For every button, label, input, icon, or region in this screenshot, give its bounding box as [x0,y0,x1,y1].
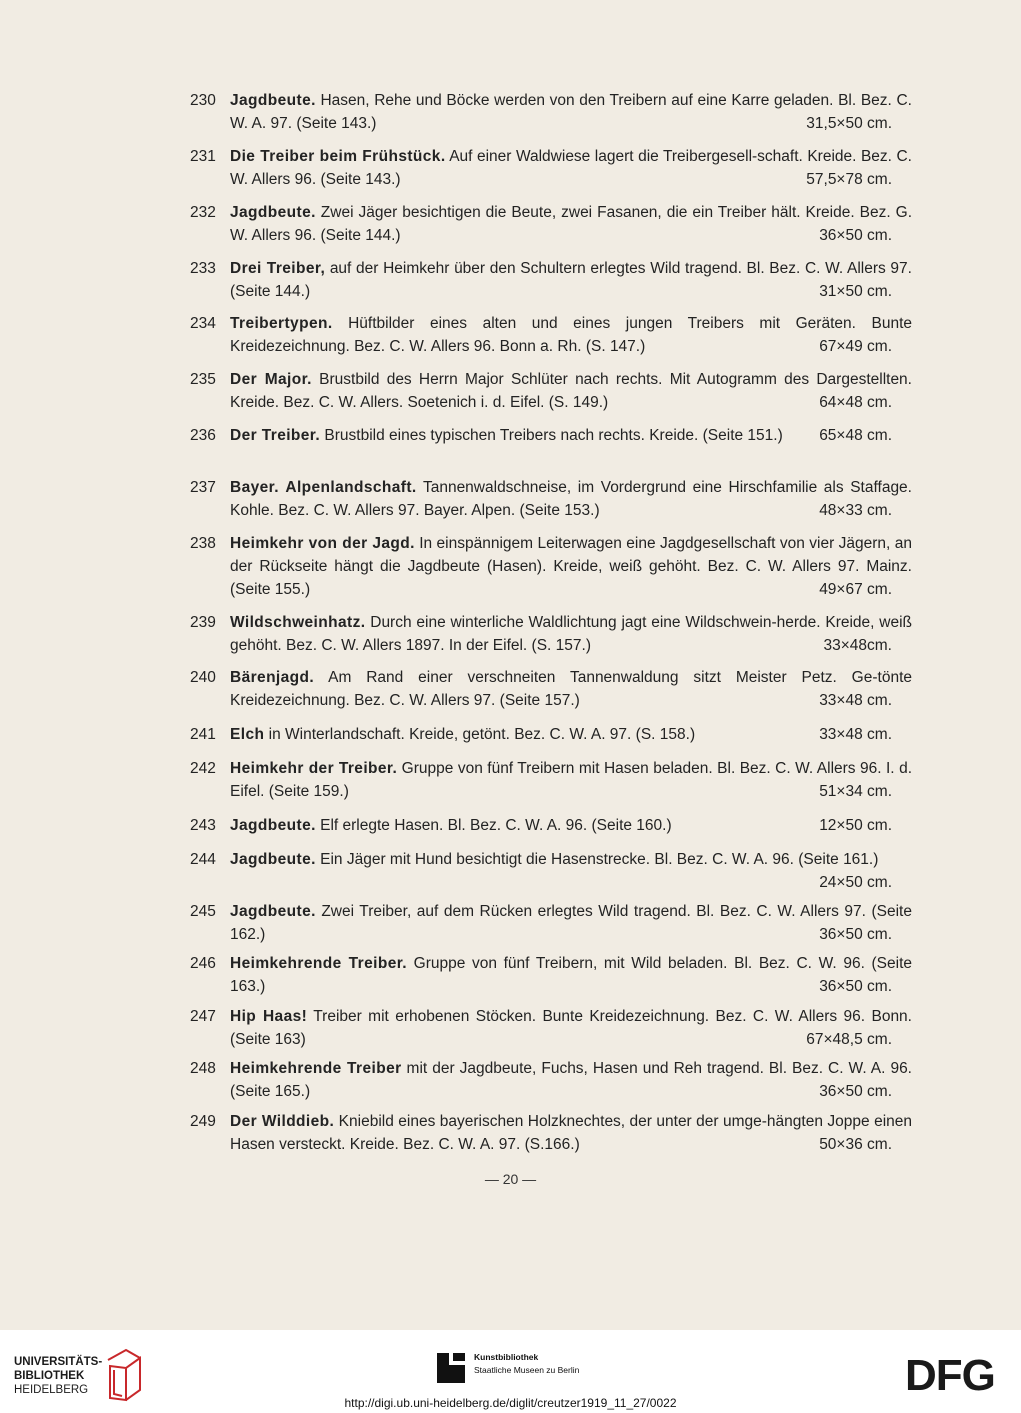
catalog-entry [190,814,912,837]
entry-text: Gruppe von fünf Treibern mit Hasen beladen. Bl. Bez. C. W. Allers 96. I. d. Eifel. (Seite 159.) [230,760,912,800]
entry-number: 246 [190,955,216,972]
catalog-entry [190,666,912,712]
entry-dimensions: 50×36 cm. [819,1136,892,1153]
catalog-entry [190,848,912,894]
entry-title: Jagdbeute. [230,92,316,109]
entry-dimensions: 65×48 cm. [819,427,892,444]
entry-number: 239 [190,614,216,631]
entry-dimensions: 33×48 cm. [819,692,892,709]
entry-number: 232 [190,204,216,221]
entry-text: Ein Jäger mit Hund besichtigt die Hasenstrecke. Bl. Bez. C. W. A. 96. (Seite 161.) [315,851,879,868]
catalog-entry [190,145,912,191]
entry-number: 238 [190,535,216,552]
entry-title: Heimkehr von der Jagd. [230,535,415,552]
entry-number: 230 [190,92,216,109]
entry-dimensions: 49×67 cm. [819,581,892,598]
page-number: — 20 — [484,1171,537,1187]
entry-dimensions: 24×50 cm. [819,874,892,891]
ub-line2: BIBLIOTHEK [14,1370,85,1382]
entry-dimensions: 57,5×78 cm. [806,171,892,188]
entry-title: Bärenjagd. [230,669,315,686]
entry-number: 231 [190,148,216,165]
entry-title: Heimkehrende Treiber [230,1060,402,1077]
entry-text: Zwei Jäger besichtigen die Beute, zwei Fasanen, die ein Treiber hält. Kreide. Bez. G. W. Allers 96. (Seite 144.) [230,204,912,244]
kunstbibliothek-logo-icon [435,1351,467,1385]
ub-line3: HEIDELBERG [14,1384,89,1396]
catalog-entry [190,757,912,803]
entry-dimensions: 12×50 cm. [819,817,892,834]
entry-dimensions: 36×50 cm. [819,926,892,943]
entry-number: 234 [190,315,216,332]
entry-text: in Winterlandschaft. Kreide, getönt. Bez. C. W. A. 97. (S. 158.) [264,726,696,743]
entry-number: 233 [190,260,216,277]
entry-text: Elf erlegte Hasen. Bl. Bez. C. W. A. 96. (Seite 160.) [315,817,672,834]
entry-dimensions: 67×48,5 cm. [806,1031,892,1048]
entry-text: Brustbild des Herrn Major Schlüter nach rechts. Mit Autogramm des Dargestellten. Kreide. Bez. C. W. Allers. Soetenich i. d. Eifel. (S. 149.) [230,371,912,411]
entry-number: 245 [190,903,216,920]
entry-dimensions: 33×48cm. [823,637,892,654]
entry-text: Am Rand einer verschneiten Tannenwaldung sitzt Meister Petz. Ge-tönte Kreidezeichnung. Bez. C. W. Allers 97. (Seite 157.) [230,669,912,709]
entry-text: Brustbild eines typischen Treibers nach rechts. Kreide. (Seite 151.) [320,427,783,444]
entry-number: 240 [190,669,216,686]
entry-number: 242 [190,760,216,777]
catalog-entry [190,723,912,746]
entry-number: 243 [190,817,216,834]
entry-number: 244 [190,851,216,868]
catalog-entry [190,312,912,358]
catalog-entry [190,257,912,303]
entry-number: 236 [190,427,216,444]
entry-title: Hip Haas! [230,1008,308,1025]
entry-dimensions: 36×50 cm. [819,978,892,995]
entry-number: 248 [190,1060,216,1077]
catalog-entry [190,952,912,998]
entry-title: Jagdbeute. [230,204,316,221]
entry-text: auf der Heimkehr über den Schultern erlegtes Wild tragend. Bl. Bez. C. W. Allers 97. (Seite 144.) [230,260,912,300]
entry-text: Hüftbilder eines alten und eines jungen Treibers mit Geräten. Bunte Kreidezeichnung. Bez. C. W. Allers 96. Bonn a. Rh. (S. 147.) [230,315,912,355]
kb-line1: Kunstbibliothek [474,1352,539,1362]
entry-title: Die Treiber beim Frühstück. [230,148,446,165]
entry-title: Heimkehrende Treiber. [230,955,408,972]
entry-title: Wildschweinhatz. [230,614,366,631]
kb-line2: Staatliche Museen zu Berlin [474,1365,580,1375]
entry-title: Der Wilddieb. [230,1113,335,1130]
entry-number: 241 [190,726,216,743]
entry-dimensions: 31,5×50 cm. [806,115,892,132]
entry-dimensions: 36×50 cm. [819,1083,892,1100]
catalog-entry [190,532,912,601]
entry-number: 247 [190,1008,216,1025]
source-url[interactable]: http://digi.ub.uni-heidelberg.de/diglit/creutzer1919_11_27/0022 [344,1396,677,1410]
catalog-entry [190,368,912,414]
entry-dimensions: 36×50 cm. [819,227,892,244]
entry-text: Gruppe von fünf Treibern, mit Wild beladen. Bl. Bez. C. W. 96. (Seite 163.) [230,955,913,995]
entry-title: Heimkehr der Treiber. [230,760,398,777]
kunstbibliothek-text [474,1351,579,1377]
entry-text: Durch eine winterliche Waldlichtung jagt eine Wildschwein-herde. Kreide, weiß gehöht. Bez. C. W. Allers 1897. In der Eifel. (S. 157.) [230,614,912,654]
catalog-entry [190,1005,912,1051]
entry-text: Hasen, Rehe und Böcke werden von den Treibern auf eine Karre geladen. Bl. Bez. C. W. A. 97. (Seite 143.) [230,92,912,132]
entry-text: mit der Jagdbeute, Fuchs, Hasen und Reh tragend. Bl. Bez. C. W. A. 96. (Seite 165.) [230,1060,912,1100]
catalog-entry [190,424,912,447]
entry-dimensions: 33×48 cm. [819,726,892,743]
catalog-entry [190,1110,912,1156]
entry-title: Der Treiber. [230,427,321,444]
entry-text: Tannenwaldschneise, im Vordergrund eine Hirschfamilie als Staffage. Kohle. Bez. C. W. Allers 97. Bayer. Alpen. (Seite 153.) [230,479,912,519]
catalog-entry [190,89,912,135]
entry-text: Treiber mit erhobenen Stöcken. Bunte Kreidezeichnung. Bez. C. W. Allers 96. Bonn. (Seite 163) [230,1008,912,1048]
entry-number: 237 [190,479,216,496]
catalog-entry [190,900,912,946]
dfg-logo: DFG [905,1351,995,1400]
ub-heidelberg-logo-text [14,1355,102,1397]
entry-dimensions: 48×33 cm. [819,502,892,519]
ub-line1: UNIVERSITÄTS- [14,1356,103,1368]
entry-text: Auf einer Waldwiese lagert die Treibergesell-schaft. Kreide. Bez. C. W. Allers 96. (Seite 143.) [230,148,912,188]
entry-title: Jagdbeute. [230,903,316,920]
entry-title: Bayer. Alpenlandschaft. [230,479,417,496]
catalog-entry [190,201,912,247]
catalog-entry [190,476,912,522]
entry-text: Zwei Treiber, auf dem Rücken erlegtes Wild tragend. Bl. Bez. C. W. Allers 97. (Seite 162.) [230,903,912,943]
entry-title: Drei Treiber, [230,260,326,277]
entry-title: Jagdbeute. [230,817,316,834]
catalog-entry [190,1057,912,1103]
entry-dimensions: 67×49 cm. [819,338,892,355]
entry-text: In einspännigem Leiterwagen eine Jagdgesellschaft von vier Jägern, an der Rückseite hängt die Jagdbeute (Hasen). Kreide, weiß gehöht. Bez. C. W. Allers 97. Mainz. (Seite 155.) [230,535,912,598]
entry-text: Kniebild eines bayerischen Holzknechtes, der unter der umge-hängten Joppe einen Hasen versteckt. Kreide. Bez. C. W. A. 97. (S.166.) [230,1113,912,1153]
entry-title: Der Major. [230,371,312,388]
entry-number: 235 [190,371,216,388]
catalog-entry [190,611,912,657]
entry-dimensions: 64×48 cm. [819,394,892,411]
entry-title: Jagdbeute. [230,851,316,868]
entry-number: 249 [190,1113,216,1130]
entry-title: Elch [230,726,265,743]
entry-dimensions: 31×50 cm. [819,283,892,300]
entry-title: Treibertypen. [230,315,333,332]
entry-dimensions: 51×34 cm. [819,783,892,800]
ub-heidelberg-logo-icon [104,1346,144,1402]
